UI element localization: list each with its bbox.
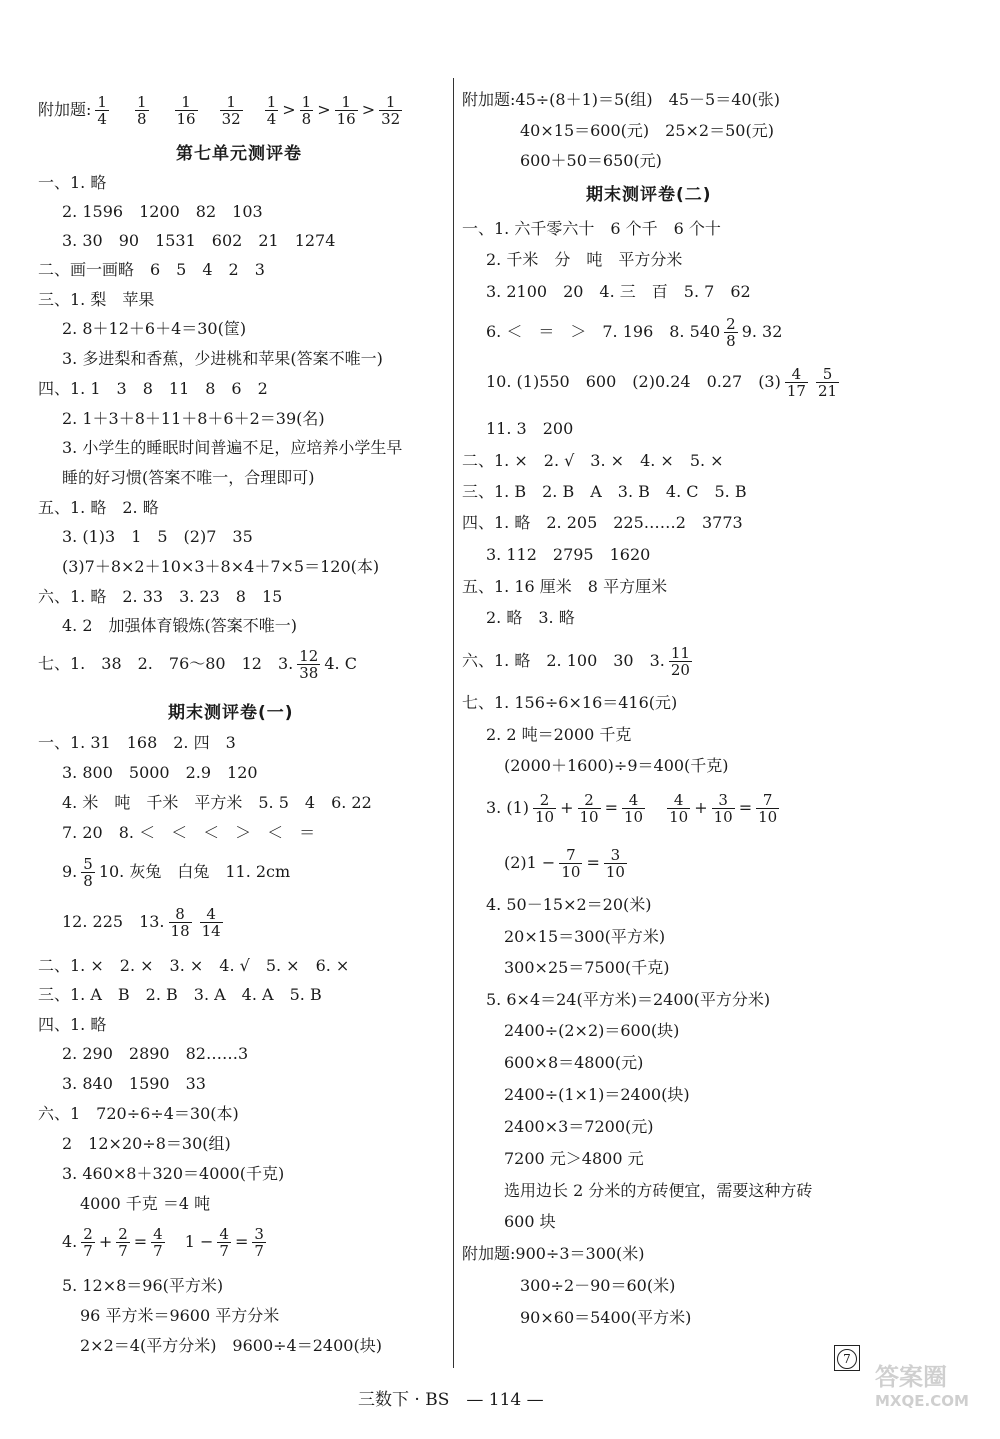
answer-line: 六、1 720÷6÷4＝30(本) <box>38 1104 239 1123</box>
answer-line-fraction <box>62 1226 270 1259</box>
fraction: $\frac{3}{10}$ <box>605 846 625 881</box>
answer-line: 2400÷(2×2)＝600(块) <box>504 1021 680 1040</box>
fraction: $\frac{2}{8}$ <box>726 315 736 350</box>
answer-line: 2×2＝4(平方分米) 9600÷4＝2400(块) <box>80 1336 382 1355</box>
answer-line: 2. 8＋12＋6＋4＝30(筐) <box>62 319 247 338</box>
fraction: $\frac{3}{7}$ <box>254 1225 264 1260</box>
answer-line: 600 块 <box>504 1212 556 1231</box>
equals-sign: = <box>738 798 753 817</box>
plus-sign: + <box>560 798 574 817</box>
plus-sign: + <box>694 798 708 817</box>
answer-line: 附加题:45÷(8＋1)＝5(组) 45－5＝40(张) <box>462 90 781 109</box>
fraction: $\frac{7}{10}$ <box>758 791 778 826</box>
watermark-line1: 答案圈 <box>875 1363 947 1391</box>
answer-line: 5. 12×8＝96(平方米) <box>62 1276 224 1295</box>
fraction: $\frac{1}{16}$ <box>176 93 196 128</box>
answer-line: 7. 20 8. ＜ ＜ ＜ ＞ ＜ ＝ <box>62 823 316 842</box>
answer-line: 11. 3 200 <box>486 419 574 438</box>
answer-line: 4. 2 加强体育锻炼(答案不唯一) <box>62 616 298 635</box>
answer-text: 10. (1)550 600 (2)0.24 0.27 (3) <box>486 372 781 391</box>
gt-sign: > <box>317 100 331 119</box>
fraction: $\frac{11}{20}$ <box>670 644 690 679</box>
fraction: $\frac{4}{10}$ <box>624 791 644 826</box>
answer-line: 7200 元＞4800 元 <box>504 1149 644 1168</box>
answer-line: 2. 略 3. 略 <box>486 608 575 627</box>
answer-text: 9. 32 <box>741 322 783 341</box>
answer-line: 附加题:900÷3＝300(米) <box>462 1244 645 1263</box>
fraction: $\frac{1}{4}$ <box>97 93 107 128</box>
fraction: $\frac{2}{10}$ <box>579 791 599 826</box>
answer-line: 六、1. 略 2. 33 3. 23 8 15 <box>38 587 283 606</box>
answer-line: 2. 千米 分 吨 平方分米 <box>486 250 683 269</box>
answer-line-fraction <box>62 906 227 939</box>
answer-line: 一、1. 略 <box>38 173 107 192</box>
answer-text: 9. <box>62 862 78 881</box>
answer-line: 四、1. 略 2. 205 225……2 3773 <box>462 513 743 532</box>
answer-line: 4000 千克 ＝4 吨 <box>80 1194 211 1213</box>
equals-sign: = <box>586 853 600 872</box>
fraction: $\frac{4}{10}$ <box>669 791 689 826</box>
watermark-logo <box>875 1362 985 1422</box>
unit7-title: 第七单元测评卷 <box>176 144 302 164</box>
fraction: $\frac{2}{10}$ <box>535 791 555 826</box>
fraction: $\frac{1}{4}$ <box>266 93 277 128</box>
circled-number-badge <box>834 1345 860 1371</box>
answer-line: 90×60＝5400(平方米) <box>520 1308 692 1327</box>
answer-line-fraction <box>462 645 696 678</box>
answer-line: 3. (1)3 1 5 (2)7 35 <box>62 527 253 546</box>
answer-line-fraction <box>504 847 631 880</box>
fraction: $\frac{1}{8}$ <box>301 93 312 128</box>
fraction: $\frac{4}{7}$ <box>219 1225 229 1260</box>
answer-line: 三、1. 梨 苹果 <box>38 290 155 309</box>
answer-line: (3)7＋8×2＋10×3＋8×4＋7×5＝120(本) <box>62 557 380 576</box>
fraction: $\frac{5}{21}$ <box>817 365 838 400</box>
answer-line: 3. 840 1590 33 <box>62 1074 206 1093</box>
answer-line: 3. 112 2795 1620 <box>486 545 651 564</box>
fraction: $\frac{5}{8}$ <box>83 855 93 890</box>
answer-line: 4. 米 吨 千米 平方米 5. 5 4 6. 22 <box>62 793 372 812</box>
answer-line: 2400÷(1×1)＝2400(块) <box>504 1085 690 1104</box>
badge-number: 7 <box>837 1349 857 1369</box>
answer-line-fraction <box>486 316 782 349</box>
answer-line: 一、1. 31 168 2. 四 3 <box>38 733 236 752</box>
answer-line: 5. 6×4＝24(平方米)＝2400(平方分米) <box>486 990 771 1009</box>
answer-line: 睡的好习惯(答案不唯一，合理即可) <box>62 468 315 487</box>
answer-line: 三、1. B 2. B A 3. B 4. C 5. B <box>462 482 747 501</box>
fraction: $\frac{4}{7}$ <box>153 1225 163 1260</box>
answer-line: 600＋50＝650(元) <box>520 151 662 170</box>
answer-line: 四、1. 1 3 8 11 8 6 2 <box>38 379 268 398</box>
fraction: $\frac{1}{16}$ <box>336 93 356 128</box>
answer-line: 一、1. 六千零六十 6 个千 6 个十 <box>462 219 721 238</box>
answer-line: 2. 290 2890 82……3 <box>62 1044 249 1063</box>
gt-sign: > <box>361 100 376 119</box>
answer-text: 七、1. 38 2. 76～80 12 3. <box>38 654 294 673</box>
fraction: $\frac{12}{38}$ <box>299 647 319 682</box>
answer-line: 四、1. 略 <box>38 1015 107 1034</box>
answer-line: 七、1. 156÷6×16＝416(元) <box>462 693 678 712</box>
answer-text: 4. C <box>324 654 357 673</box>
page-footer: 三数下 · BS — 114 — <box>358 1390 544 1410</box>
final2-title: 期末测评卷(二) <box>586 185 712 205</box>
equals-sign: = <box>604 798 619 817</box>
answer-line: 二、画一画略 6 5 4 2 3 <box>38 260 265 279</box>
bonus-question-left <box>38 94 406 127</box>
fraction: $\frac{8}{18}$ <box>170 905 190 940</box>
fraction: $\frac{2}{7}$ <box>118 1225 128 1260</box>
fraction: $\frac{1}{8}$ <box>136 93 147 128</box>
gt-sign: > <box>282 100 296 119</box>
bonus-label: 附加题: <box>38 100 92 119</box>
plus-sign: + <box>98 1232 113 1251</box>
fraction: $\frac{1}{32}$ <box>221 93 241 128</box>
fraction: $\frac{2}{7}$ <box>83 1225 93 1260</box>
answer-line: 五、1. 16 厘米 8 平方厘米 <box>462 577 668 596</box>
answer-text: 六、1. 略 2. 100 30 3. <box>462 651 665 670</box>
answer-line: 3. 30 90 1531 602 21 1274 <box>62 231 336 250</box>
fraction: $\frac{3}{10}$ <box>713 791 733 826</box>
answer-text: 6. ＜ ＝ ＞ 7. 196 8. 540 <box>486 322 721 341</box>
answer-line: 3. 多进梨和香蕉，少进桃和苹果(答案不唯一) <box>62 349 383 368</box>
fraction: $\frac{4}{14}$ <box>201 905 221 940</box>
answer-line: 40×15＝600(元) 25×2＝50(元) <box>520 121 774 140</box>
answer-text: 12. 225 13. <box>62 912 165 931</box>
answer-line: 2. 1＋3＋8＋11＋8＋6＋2＝39(名) <box>62 409 325 428</box>
answer-line: 2. 2 吨＝2000 千克 <box>486 725 632 744</box>
answer-line: 4. 50－15×2＝20(米) <box>486 895 652 914</box>
final1-title: 期末测评卷(一) <box>168 703 294 723</box>
answer-line-fraction <box>62 856 290 889</box>
answer-line: 300×25＝7500(千克) <box>504 958 670 977</box>
answer-line: 300÷2－90＝60(米) <box>520 1276 676 1295</box>
answer-line: 2400×3＝7200(元) <box>504 1117 654 1136</box>
answer-line: 96 平方米＝9600 平方分米 <box>80 1306 280 1325</box>
equals-sign: = <box>133 1232 148 1251</box>
answer-line-fraction <box>38 648 357 681</box>
fraction: $\frac{7}{10}$ <box>561 846 581 881</box>
answer-line: (2000＋1600)÷9＝400(千克) <box>504 756 729 775</box>
answer-text: 4. <box>62 1232 78 1251</box>
fraction: $\frac{4}{17}$ <box>786 365 806 400</box>
answer-line: 20×15＝300(平方米) <box>504 927 666 946</box>
column-divider <box>453 78 454 1368</box>
answer-line: 2 12×20÷8＝30(组) <box>62 1134 231 1153</box>
answer-line: 二、1. × 2. × 3. × 4. √ 5. × 6. × <box>38 956 350 975</box>
minus-expression: 1 − <box>184 1232 214 1251</box>
answer-line: 五、1. 略 2. 略 <box>38 498 159 517</box>
equals-sign: = <box>234 1232 249 1251</box>
fraction: $\frac{1}{32}$ <box>381 93 401 128</box>
watermark-line2: MXQE.COM <box>875 1392 969 1410</box>
answer-line: 选用边长 2 分米的方砖便宜，需要这种方砖 <box>504 1181 813 1200</box>
answer-line: 600×8＝4800(元) <box>504 1053 644 1072</box>
answer-line: 3. 800 5000 2.9 120 <box>62 763 258 782</box>
answer-line: 3. 小学生的睡眠时间普遍不足，应培养小学生早 <box>62 438 403 457</box>
answer-text: 10. 灰兔 白兔 11. 2cm <box>98 862 291 881</box>
answer-line: 3. 2100 20 4. 三 百 5. 7 62 <box>486 282 751 301</box>
answer-line: 3. 460×8＋320＝4000(千克) <box>62 1164 285 1183</box>
answer-line-fraction <box>486 792 783 825</box>
answer-line: 三、1. A B 2. B 3. A 4. A 5. B <box>38 985 322 1004</box>
answer-text: (2)1 − <box>504 853 556 872</box>
answer-line: 2. 1596 1200 82 103 <box>62 202 263 221</box>
answer-text: 3. (1) <box>486 798 530 817</box>
answer-line: 二、1. × 2. √ 3. × 4. × 5. × <box>462 451 724 470</box>
answer-line-fraction <box>486 366 843 399</box>
